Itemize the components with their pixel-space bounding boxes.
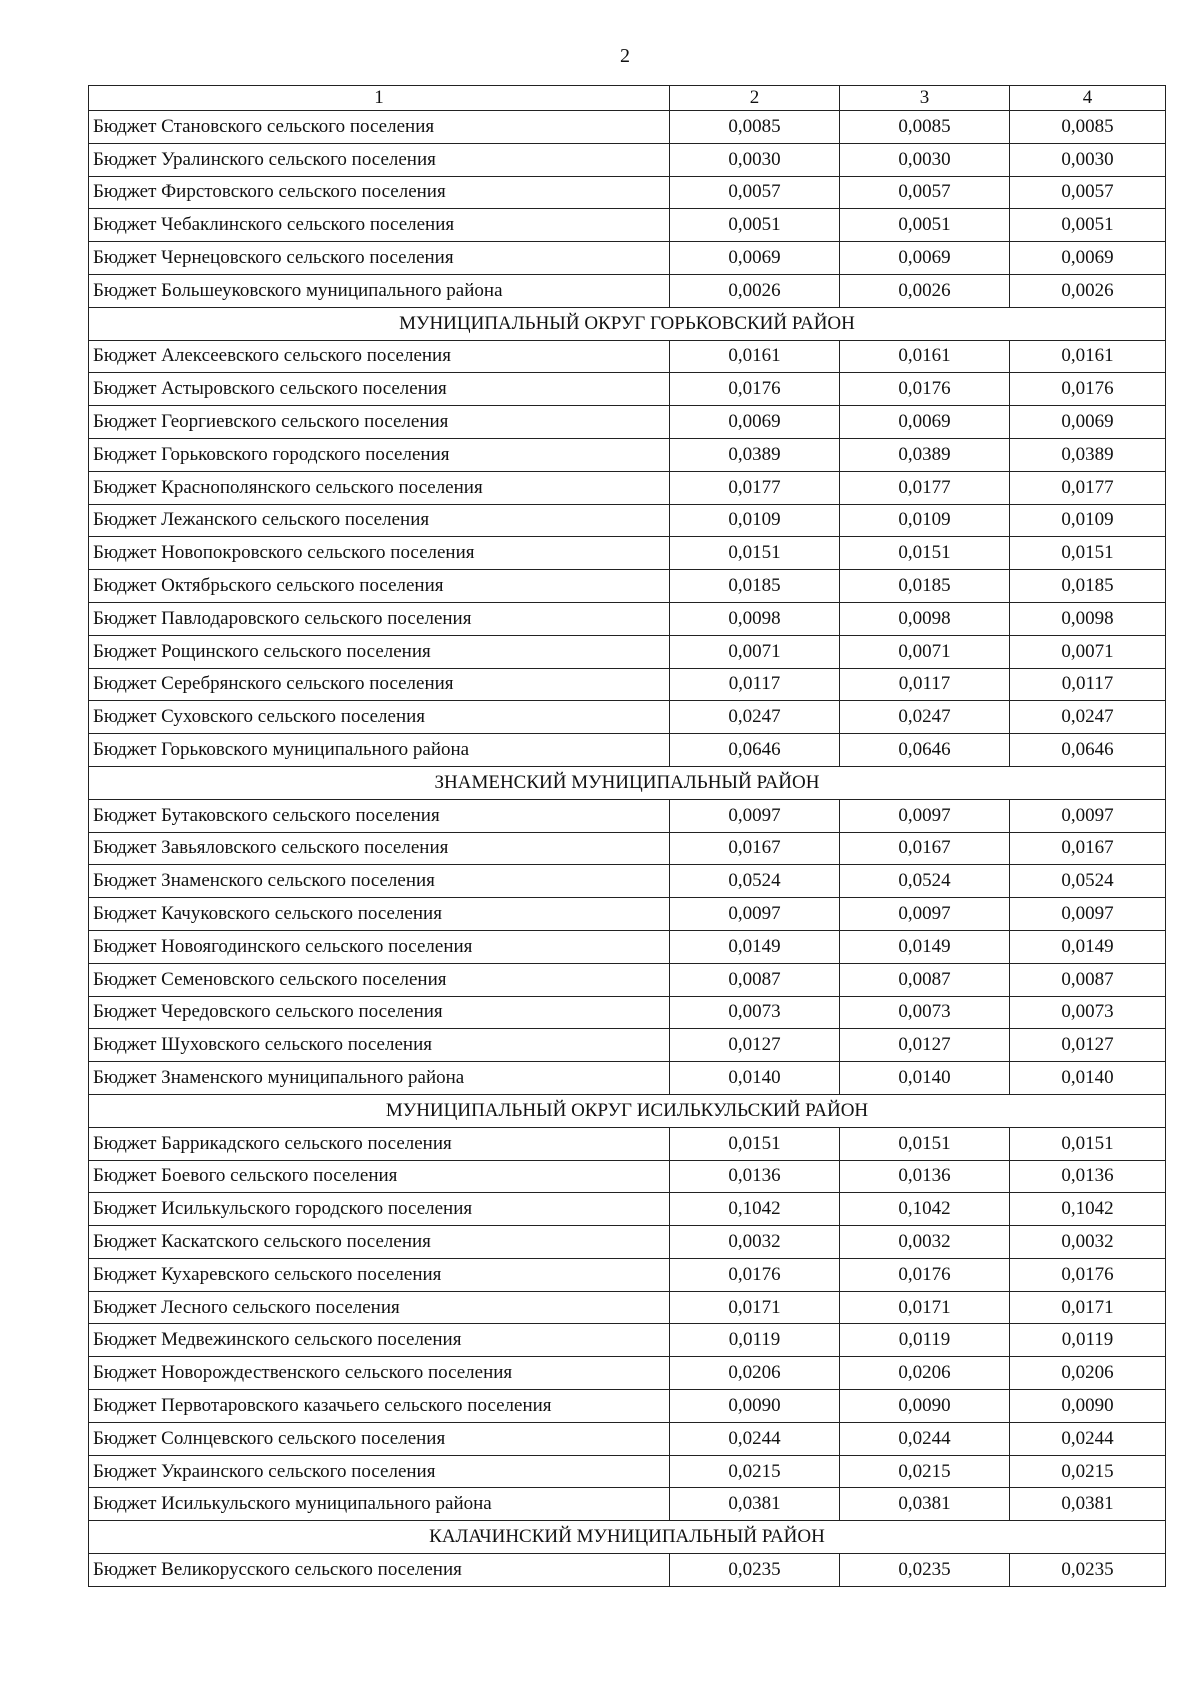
budget-name-cell: Бюджет Каскатского сельского поселения (89, 1226, 670, 1259)
value-cell-col2: 0,1042 (670, 1193, 840, 1226)
value-cell-col2: 0,0117 (670, 668, 840, 701)
value-cell-col4: 0,0247 (1010, 701, 1166, 734)
value-cell-col4: 0,0151 (1010, 537, 1166, 570)
table-row (89, 176, 1166, 209)
budget-name-cell: Бюджет Первотаровского казачьего сельского поселения (89, 1390, 670, 1423)
value-cell-col3: 0,0524 (840, 865, 1010, 898)
value-cell-col4: 0,0069 (1010, 406, 1166, 439)
value-cell-col2: 0,0215 (670, 1455, 840, 1488)
value-cell-col3: 0,0161 (840, 340, 1010, 373)
budget-name-cell: Бюджет Солнцевского сельского поселения (89, 1422, 670, 1455)
value-cell-col3: 0,0071 (840, 635, 1010, 668)
budget-name-cell: Бюджет Медвежинского сельского поселения (89, 1324, 670, 1357)
value-cell-col2: 0,0646 (670, 734, 840, 767)
value-cell-col3: 0,0051 (840, 209, 1010, 242)
value-cell-col2: 0,0176 (670, 373, 840, 406)
value-cell-col2: 0,0085 (670, 111, 840, 144)
budget-name-cell: Бюджет Большеуковского муниципального района (89, 274, 670, 307)
value-cell-col2: 0,0171 (670, 1291, 840, 1324)
value-cell-col2: 0,0185 (670, 570, 840, 603)
value-cell-col4: 0,0030 (1010, 143, 1166, 176)
value-cell-col4: 0,0119 (1010, 1324, 1166, 1357)
value-cell-col4: 0,0073 (1010, 996, 1166, 1029)
budget-name-cell: Бюджет Горьковского муниципального района (89, 734, 670, 767)
table-row (89, 111, 1166, 144)
section-header-row (89, 1094, 1166, 1127)
budget-name-cell: Бюджет Новопокровского сельского поселения (89, 537, 670, 570)
value-cell-col4: 0,0215 (1010, 1455, 1166, 1488)
value-cell-col3: 0,0215 (840, 1455, 1010, 1488)
budget-name-cell: Бюджет Георгиевского сельского поселения (89, 406, 670, 439)
table-row (89, 143, 1166, 176)
value-cell-col3: 0,0149 (840, 930, 1010, 963)
value-cell-col2: 0,0235 (670, 1554, 840, 1587)
value-cell-col4: 0,0381 (1010, 1488, 1166, 1521)
value-cell-col3: 0,0176 (840, 1258, 1010, 1291)
value-cell-col3: 0,0117 (840, 668, 1010, 701)
value-cell-col3: 0,0151 (840, 1127, 1010, 1160)
value-cell-col2: 0,0057 (670, 176, 840, 209)
table-row (89, 274, 1166, 307)
value-cell-col3: 0,0235 (840, 1554, 1010, 1587)
budget-name-cell: Бюджет Украинского сельского поселения (89, 1455, 670, 1488)
value-cell-col2: 0,0030 (670, 143, 840, 176)
budget-name-cell: Бюджет Бутаковского сельского поселения (89, 799, 670, 832)
table-row (89, 1127, 1166, 1160)
table-row (89, 1324, 1166, 1357)
budget-name-cell: Бюджет Знаменского муниципального района (89, 1062, 670, 1095)
value-cell-col4: 0,0032 (1010, 1226, 1166, 1259)
value-cell-col3: 0,0085 (840, 111, 1010, 144)
budget-name-cell: Бюджет Фирстовского сельского поселения (89, 176, 670, 209)
table-row (89, 865, 1166, 898)
table-row (89, 602, 1166, 635)
value-cell-col2: 0,0524 (670, 865, 840, 898)
value-cell-col4: 0,0069 (1010, 242, 1166, 275)
table-row (89, 1357, 1166, 1390)
budget-name-cell: Бюджет Уралинского сельского поселения (89, 143, 670, 176)
table-row (89, 1291, 1166, 1324)
budget-name-cell: Бюджет Новорождественского сельского поселения (89, 1357, 670, 1390)
table-row (89, 1193, 1166, 1226)
value-cell-col3: 0,0090 (840, 1390, 1010, 1423)
table-row (89, 1422, 1166, 1455)
budget-name-cell: Бюджет Павлодаровского сельского поселения (89, 602, 670, 635)
table-row (89, 406, 1166, 439)
budget-name-cell: Бюджет Октябрьского сельского поселения (89, 570, 670, 603)
table-row (89, 799, 1166, 832)
table-row (89, 438, 1166, 471)
value-cell-col3: 0,0087 (840, 963, 1010, 996)
value-cell-col3: 0,0097 (840, 898, 1010, 931)
value-cell-col2: 0,0069 (670, 242, 840, 275)
value-cell-col4: 0,0646 (1010, 734, 1166, 767)
value-cell-col2: 0,0161 (670, 340, 840, 373)
table-row (89, 930, 1166, 963)
value-cell-col3: 0,0167 (840, 832, 1010, 865)
value-cell-col4: 0,0185 (1010, 570, 1166, 603)
table-row (89, 832, 1166, 865)
value-cell-col2: 0,0167 (670, 832, 840, 865)
value-cell-col4: 0,0171 (1010, 1291, 1166, 1324)
budget-name-cell: Бюджет Горьковского городского поселения (89, 438, 670, 471)
value-cell-col2: 0,0098 (670, 602, 840, 635)
value-cell-col3: 0,0026 (840, 274, 1010, 307)
value-cell-col3: 0,0098 (840, 602, 1010, 635)
section-title: ЗНАМЕНСКИЙ МУНИЦИПАЛЬНЫЙ РАЙОН (89, 766, 1166, 799)
table-row (89, 504, 1166, 537)
value-cell-col3: 0,0389 (840, 438, 1010, 471)
value-cell-col4: 0,1042 (1010, 1193, 1166, 1226)
value-cell-col2: 0,0073 (670, 996, 840, 1029)
value-cell-col2: 0,0149 (670, 930, 840, 963)
value-cell-col3: 0,0176 (840, 373, 1010, 406)
column-header-4: 4 (1010, 86, 1166, 111)
value-cell-col2: 0,0087 (670, 963, 840, 996)
value-cell-col4: 0,0244 (1010, 1422, 1166, 1455)
value-cell-col4: 0,0097 (1010, 799, 1166, 832)
value-cell-col2: 0,0097 (670, 898, 840, 931)
value-cell-col2: 0,0206 (670, 1357, 840, 1390)
value-cell-col4: 0,0087 (1010, 963, 1166, 996)
budget-name-cell: Бюджет Шуховского сельского поселения (89, 1029, 670, 1062)
table-row (89, 1029, 1166, 1062)
column-header-1: 1 (89, 86, 670, 111)
value-cell-col4: 0,0085 (1010, 111, 1166, 144)
value-cell-col4: 0,0051 (1010, 209, 1166, 242)
value-cell-col4: 0,0389 (1010, 438, 1166, 471)
value-cell-col4: 0,0167 (1010, 832, 1166, 865)
value-cell-col4: 0,0161 (1010, 340, 1166, 373)
value-cell-col3: 0,0247 (840, 701, 1010, 734)
table-row (89, 963, 1166, 996)
column-header-2: 2 (670, 86, 840, 111)
value-cell-col4: 0,0140 (1010, 1062, 1166, 1095)
table-row (89, 340, 1166, 373)
budget-name-cell: Бюджет Знаменского сельского поселения (89, 865, 670, 898)
value-cell-col2: 0,0032 (670, 1226, 840, 1259)
value-cell-col3: 0,0646 (840, 734, 1010, 767)
value-cell-col4: 0,0235 (1010, 1554, 1166, 1587)
value-cell-col3: 0,0073 (840, 996, 1010, 1029)
value-cell-col3: 0,0069 (840, 242, 1010, 275)
table-row (89, 537, 1166, 570)
value-cell-col3: 0,0171 (840, 1291, 1010, 1324)
value-cell-col2: 0,0097 (670, 799, 840, 832)
table-row (89, 1554, 1166, 1587)
budget-name-cell: Бюджет Чернецовского сельского поселения (89, 242, 670, 275)
table-header-row (89, 86, 1166, 111)
value-cell-col2: 0,0140 (670, 1062, 840, 1095)
value-cell-col3: 0,0140 (840, 1062, 1010, 1095)
value-cell-col4: 0,0206 (1010, 1357, 1166, 1390)
value-cell-col3: 0,0177 (840, 471, 1010, 504)
column-header-3: 3 (840, 86, 1010, 111)
value-cell-col2: 0,0244 (670, 1422, 840, 1455)
table-row (89, 1390, 1166, 1423)
budget-name-cell: Бюджет Великорусского сельского поселения (89, 1554, 670, 1587)
budget-name-cell: Бюджет Лесного сельского поселения (89, 1291, 670, 1324)
value-cell-col4: 0,0071 (1010, 635, 1166, 668)
table-row (89, 1226, 1166, 1259)
table-row (89, 668, 1166, 701)
value-cell-col3: 0,0119 (840, 1324, 1010, 1357)
value-cell-col4: 0,0109 (1010, 504, 1166, 537)
value-cell-col2: 0,0119 (670, 1324, 840, 1357)
section-title: МУНИЦИПАЛЬНЫЙ ОКРУГ ГОРЬКОВСКИЙ РАЙОН (89, 307, 1166, 340)
table-body (89, 111, 1166, 1587)
value-cell-col4: 0,0026 (1010, 274, 1166, 307)
value-cell-col4: 0,0177 (1010, 471, 1166, 504)
value-cell-col3: 0,0136 (840, 1160, 1010, 1193)
value-cell-col4: 0,0117 (1010, 668, 1166, 701)
table-row (89, 734, 1166, 767)
budget-name-cell: Бюджет Исилькульского муниципального района (89, 1488, 670, 1521)
budget-name-cell: Бюджет Суховского сельского поселения (89, 701, 670, 734)
budget-name-cell: Бюджет Серебрянского сельского поселения (89, 668, 670, 701)
value-cell-col2: 0,0136 (670, 1160, 840, 1193)
value-cell-col3: 0,0069 (840, 406, 1010, 439)
value-cell-col2: 0,0381 (670, 1488, 840, 1521)
value-cell-col3: 0,0151 (840, 537, 1010, 570)
value-cell-col4: 0,0127 (1010, 1029, 1166, 1062)
budget-name-cell: Бюджет Краснополянского сельского поселения (89, 471, 670, 504)
table-row (89, 996, 1166, 1029)
value-cell-col2: 0,0109 (670, 504, 840, 537)
value-cell-col2: 0,0127 (670, 1029, 840, 1062)
section-header-row (89, 1521, 1166, 1554)
value-cell-col3: 0,0206 (840, 1357, 1010, 1390)
budget-name-cell: Бюджет Новоягодинского сельского поселения (89, 930, 670, 963)
value-cell-col2: 0,0389 (670, 438, 840, 471)
budget-name-cell: Бюджет Исилькульского городского поселения (89, 1193, 670, 1226)
table-row (89, 701, 1166, 734)
value-cell-col2: 0,0051 (670, 209, 840, 242)
value-cell-col4: 0,0097 (1010, 898, 1166, 931)
section-title: КАЛАЧИНСКИЙ МУНИЦИПАЛЬНЫЙ РАЙОН (89, 1521, 1166, 1554)
budget-name-cell: Бюджет Астыровского сельского поселения (89, 373, 670, 406)
table-row (89, 471, 1166, 504)
value-cell-col3: 0,0127 (840, 1029, 1010, 1062)
value-cell-col4: 0,0149 (1010, 930, 1166, 963)
budget-name-cell: Бюджет Семеновского сельского поселения (89, 963, 670, 996)
table-row (89, 1455, 1166, 1488)
table-row (89, 570, 1166, 603)
table-row (89, 1160, 1166, 1193)
value-cell-col3: 0,0097 (840, 799, 1010, 832)
value-cell-col3: 0,0057 (840, 176, 1010, 209)
table-row (89, 1258, 1166, 1291)
value-cell-col3: 0,1042 (840, 1193, 1010, 1226)
value-cell-col2: 0,0151 (670, 537, 840, 570)
budget-name-cell: Бюджет Лежанского сельского поселения (89, 504, 670, 537)
table-row (89, 242, 1166, 275)
value-cell-col3: 0,0030 (840, 143, 1010, 176)
table-row (89, 635, 1166, 668)
value-cell-col3: 0,0032 (840, 1226, 1010, 1259)
value-cell-col2: 0,0090 (670, 1390, 840, 1423)
table-row (89, 1062, 1166, 1095)
section-header-row (89, 766, 1166, 799)
value-cell-col4: 0,0098 (1010, 602, 1166, 635)
value-cell-col2: 0,0069 (670, 406, 840, 439)
value-cell-col2: 0,0247 (670, 701, 840, 734)
page-number: 2 (620, 45, 630, 67)
value-cell-col4: 0,0136 (1010, 1160, 1166, 1193)
budget-name-cell: Бюджет Становского сельского поселения (89, 111, 670, 144)
value-cell-col3: 0,0109 (840, 504, 1010, 537)
section-title: МУНИЦИПАЛЬНЫЙ ОКРУГ ИСИЛЬКУЛЬСКИЙ РАЙОН (89, 1094, 1166, 1127)
value-cell-col4: 0,0057 (1010, 176, 1166, 209)
value-cell-col2: 0,0177 (670, 471, 840, 504)
value-cell-col4: 0,0524 (1010, 865, 1166, 898)
value-cell-col2: 0,0176 (670, 1258, 840, 1291)
value-cell-col3: 0,0244 (840, 1422, 1010, 1455)
table-row (89, 209, 1166, 242)
budget-name-cell: Бюджет Рощинского сельского поселения (89, 635, 670, 668)
table-row (89, 373, 1166, 406)
budget-name-cell: Бюджет Алексеевского сельского поселения (89, 340, 670, 373)
budget-name-cell: Бюджет Чебаклинского сельского поселения (89, 209, 670, 242)
value-cell-col4: 0,0176 (1010, 373, 1166, 406)
budget-name-cell: Бюджет Кухаревского сельского поселения (89, 1258, 670, 1291)
value-cell-col2: 0,0151 (670, 1127, 840, 1160)
value-cell-col2: 0,0071 (670, 635, 840, 668)
value-cell-col4: 0,0151 (1010, 1127, 1166, 1160)
table-row (89, 898, 1166, 931)
budget-name-cell: Бюджет Чередовского сельского поселения (89, 996, 670, 1029)
budget-distribution-table (88, 85, 1166, 1587)
budget-name-cell: Бюджет Качуковского сельского поселения (89, 898, 670, 931)
budget-name-cell: Бюджет Завьяловского сельского поселения (89, 832, 670, 865)
value-cell-col4: 0,0090 (1010, 1390, 1166, 1423)
table-row (89, 1488, 1166, 1521)
budget-name-cell: Бюджет Баррикадского сельского поселения (89, 1127, 670, 1160)
value-cell-col3: 0,0381 (840, 1488, 1010, 1521)
value-cell-col3: 0,0185 (840, 570, 1010, 603)
value-cell-col2: 0,0026 (670, 274, 840, 307)
value-cell-col4: 0,0176 (1010, 1258, 1166, 1291)
section-header-row (89, 307, 1166, 340)
budget-name-cell: Бюджет Боевого сельского поселения (89, 1160, 670, 1193)
